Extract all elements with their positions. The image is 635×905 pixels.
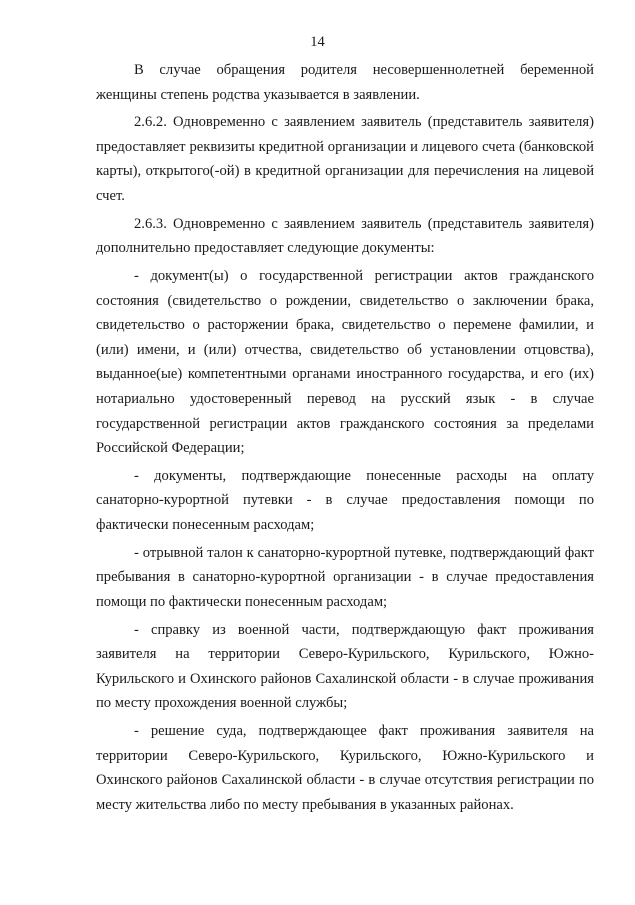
list-item-military-certificate: - справку из военной части, подтверждающую факт проживания заявителя на территории Северо-Курильского, Курильского, Южно-Курильского и Охинского районов Сахалинской области - в случае проживания по месту прохождения военной службы; <box>96 621 594 712</box>
list-item-expense-documents: - документы, подтверждающие понесенные расходы на оплату санаторно-курортной путевки - в случае предоставления помощи по фактически понесенным расходам; <box>96 467 594 534</box>
document-body <box>96 58 594 817</box>
paragraph-2-6-2-bank-details: 2.6.2. Одновременно с заявлением заявитель (представитель заявителя) предоставляет реквизиты кредитной организации и лицевого счета (банковской карты), открытого(-ой) в кредитной организации для перечисления на лицевой счет. <box>96 114 594 205</box>
list-item-court-decision: - решение суда, подтверждающее факт проживания заявителя на территории Северо-Курильского, Курильского, Южно-Курильского и Охинского районов Сахалинской области - в случае отсутствия регистрации по месту жительства либо по месту пребывания в указанных районах. <box>96 723 594 813</box>
list-item-civil-registration-documents: - документ(ы) о государственной регистрации актов гражданского состояния (свидетельство о рождении, свидетельство о заключении брака, свидетельство о расторжении брака, свидетельство о перемене фамилии, и (или) имени, и (или) отчества, свидетельство об установлении отцовства), выданное(ые) компетентными органами иностранного государства, и его (их) нотариально удостоверенный перевод на русский язык - в случае государственной регистрации актов гражданского состояния за пределами Российской Федерации; <box>96 268 594 457</box>
paragraph-2-6-3-documents-intro: 2.6.3. Одновременно с заявлением заявитель (представитель заявителя) дополнительно предоставляет следующие документы: <box>96 215 594 257</box>
page-number: 14 <box>310 34 325 50</box>
list-item-voucher-stub: - отрывной талон к санаторно-курортной путевке, подтверждающий факт пребывания в санаторно-курортной организации - в случае предоставления помощи по фактически понесенным расходам; <box>96 544 594 610</box>
paragraph-parent-relation: В случае обращения родителя несовершеннолетней беременной женщины степень родства указывается в заявлении. <box>96 62 594 103</box>
